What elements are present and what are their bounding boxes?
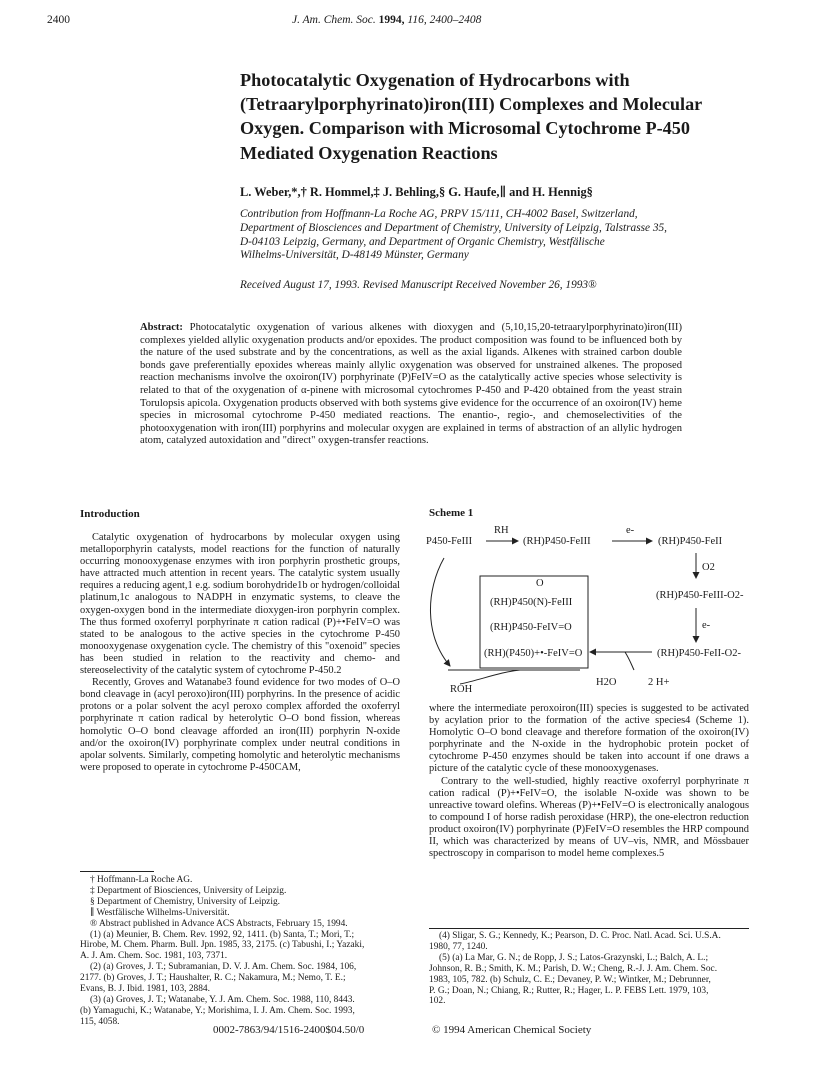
body-paragraph: where the intermediate peroxoiron(III) species is suggested to be activated by acylation prior to the formation of the active species4 (Scheme 1). Homolytic O–O bond cleavage and therefore formation of the oxoiron(IV) porphyrinate and the N-oxide in the hydrophobic protein pocket of cytochrome P-450 enzymes should be taken into account if one draws a picture of the catalytic cycle of these monooxygenases. [429,703,749,775]
scheme-e-minus-2: e- [702,620,711,631]
author-list: L. Weber,*,† R. Hommel,‡ J. Behling,§ G. Haufe,∥ and H. Hennig§ [240,185,593,199]
footnote: (4) Sligar, S. G.; Kennedy, K.; Pearson, D. C. Proc. Natl. Acad. Sci. U.S.A. [439,931,721,941]
right-column-body [429,703,749,860]
footnote: Evans, B. J. Ibid. 1981, 103, 2884. [80,984,210,995]
scheme-1-diagram [420,520,765,700]
title-line: Mediated Oxygenation Reactions [240,142,498,163]
footnote: P. G.; Doan, N.; Chiang, R.; Rutter, R.; Hager, L. P. FEBS Lett. 1979, 103, [429,985,709,996]
footnote: 2177. (b) Groves, J. T.; Haushalter, R. C.; Nakamura, M.; Nemo, T. E.; [80,973,346,984]
footnote: ® Abstract published in Advance ACS Abstracts, February 15, 1994. [90,918,348,929]
scheme-e-minus: e- [626,525,635,536]
received-dates: Received August 17, 1993. Revised Manuscript Received November 26, 1993® [240,279,597,291]
footnotes-right [429,931,721,1007]
footer-code: 0002-7863/94/1516-2400$04.50/0 [213,1024,365,1036]
scheme-fe2-o2: (RH)P450-FeII-O2- [657,648,741,659]
footnote-rule [429,928,749,929]
article-title [240,68,760,165]
title-line: (Tetraarylporphyrinato)iron(III) Complexes and Molecular [240,94,703,115]
abstract-label: Abstract: [140,322,183,333]
footnote: (5) (a) La Mar, G. N.; de Ropp, J. S.; Latos-Grazynski, L.; Balch, A. L.; [439,952,709,963]
scheme-o-atom: O [536,578,544,589]
journal-name: J. Am. Chem. Soc. [292,14,376,26]
affiliation-line: Wilhelms-Universität, D-48149 Münster, Germany [240,249,469,262]
journal-citation [292,14,481,26]
intro-paragraph: Catalytic oxygenation of hydrocarbons by molecular oxygen using metalloporphyrin catalysts, model reactions for the function of naturally occurring monooxygenase enzymes with iron porphyrin prosthetic groups, have attracted much attention in recent years. The catalytic system usually requires a reducing agent,1 e.g. sodium borohydride1b or hydrogen/colloidal platinum,1c analogous to NADPH in enzymatic systems, to cleave the oxygen-oxygen bond in the intermediate dioxygen-iron porphyrin complex. The thus formed oxoferryl porphyrinate π cation radical (P)+•FeIV=O was stated to be analogous to the active species in the cytochrome P-450 monooxygenase oxygenation cycle. The chemistry of this "oxenoid" species has been studied in relation to the reactivity and chemo- and stereoselectivity of the catalytic system of cytochrome P-450.2 [80,532,400,677]
footnote: ∥ Westfälische Wilhelms-Universität. [90,907,230,918]
footer-copyright: © 1994 American Chemical Society [432,1024,592,1036]
affiliations [240,208,780,263]
body-paragraph: Contrary to the well-studied, highly reactive oxoferryl porphyrinate π cation radical (P)+•FeIV=O, the isolable N-oxide was shown to be unreactive toward olefins. Whereas (P)+•FeIV=O is electronically analogous to compound I of horse radish peroxidase (HRP), the one-electron reduction product oxoiron(IV) porphyrinate (P)FeIV=O resembles the HRP compound II, which was characterized by means of UV–vis, NMR, and Mössbauer spectroscopy in comparison to model heme complexes.5 [429,775,749,860]
footnote: (b) Yamaguchi, K.; Watanabe, Y.; Morishima, I. J. Am. Chem. Soc. 1993, [80,1005,355,1016]
intro-paragraph: Recently, Groves and Watanabe3 found evidence for two modes of O–O bond cleavage in (acyl peroxo)iron(III) porphyrins. In the presence of acidic protons or a polar solvent the acyl peroxo complex afforded the oxoferryl porphyrinate π cation radical by heterolytic O–O bond fission, whereas homolytic O–O bond cleavage afforded an iron(III) porphyrin N-oxide and/or the oxoiron(IV) porphyrinate complex under neutral conditions in apolar solvents. Similarly, competing homolytic and heterolytic mechanisms were proposed to operate in cytochrome P-450CAM, [80,677,400,773]
footnote: Johnson, R. B.; Smith, K. M.; Parish, D. W.; Cheng, R.-J. J. Am. Chem. Soc. [429,963,718,974]
footnote: (2) (a) Groves, J. T.; Subramanian, D. V. J. Am. Chem. Soc. 1984, 106, [90,962,357,973]
scheme-box-radical: (RH)(P450)+•-FeIV=O [484,648,583,659]
footnote: A. J. Am. Chem. Soc. 1981, 103, 7371. [80,951,228,962]
abstract [140,322,682,448]
intro-body [80,532,400,774]
scheme-box-oxo: (RH)P450-FeIV=O [490,622,572,633]
scheme-h-plus: 2 H+ [648,677,670,688]
scheme-curved-arrow [430,558,450,666]
footnote: ‡ Department of Biosciences, University of Leipzig. [90,885,287,896]
section-heading-introduction: Introduction [80,508,140,520]
scheme-roh-branch [460,670,520,684]
footnote: 1980, 77, 1240. [429,941,488,952]
scheme-p450-fe3: P450-FeIII [426,536,473,547]
scheme-box-n-oxide: (RH)P450(N)-FeIII [490,597,573,608]
footnote: 115, 4058. [80,1016,120,1027]
title-line: Oxygen. Comparison with Microsomal Cytochrome P-450 [240,118,690,139]
journal-volume-pages: 116, 2400–2408 [407,14,482,26]
scheme-rh: RH [494,525,509,536]
footnote: Hirobe, M. Chem. Pharm. Bull. Jpn. 1985, 33, 2175. (c) Tabushi, I.; Yazaki, [80,940,365,951]
affiliation-line: Department of Biosciences and Department of Chemistry, University of Leipzig, Talstrasse 35, [240,221,667,234]
footnote: 1983, 105, 782. (b) Schulz, C. E.; Devaney, P. W.; Wintker, M.; Debrunner, [429,974,711,985]
footnote: 102. [429,996,446,1007]
scheme-roh: ROH [450,684,473,695]
affiliation-line: D-04103 Leipzig, Germany, and Department of Organic Chemistry, Westfälische [240,235,605,248]
scheme-label: Scheme 1 [429,507,474,519]
footnote: † Hoffmann-La Roche AG. [90,875,193,885]
scheme-h2o-branch [625,652,634,670]
footnote: § Department of Chemistry, University of Leipzig. [90,896,280,907]
footnote-rule [80,871,154,872]
title-line: Photocatalytic Oxygenation of Hydrocarbons with [240,70,630,90]
scheme-o2: O2 [702,562,715,573]
footnotes-left [80,875,364,1028]
scheme-rh-p450-fe3: (RH)P450-FeIII [523,536,591,547]
scheme-h2o: H2O [596,677,617,688]
affiliation-line: Contribution from Hoffmann-La Roche AG, PRPV 15/111, CH-4002 Basel, Switzerland, [240,208,638,220]
scheme-rh-p450-fe2: (RH)P450-FeII [658,536,723,547]
abstract-text: Photocatalytic oxygenation of various alkenes with dioxygen and (5,10,15,20-tetraarylporphyrinato)iron(III) complexes yielded allylic oxygenation products and/or epoxides. The product composition was found to be influenced both by the nature of the used substrate and by the concentrations, as well as the axial ligands. Alkenes with strained carbon double bonds gave preferentially epoxides whereas mainly allylic oxygenation was observed for unstrained alkenes. The proposed reaction mechanisms involve the oxoiron(IV) porphyrinate (P)FeIV=O as the catalytically active species whose selectivity is related to that of the oxygenation of α-pinene with microsomal cytochromes P-450 and P-420 obtained from the yeast strain Torulopsis apicola. Oxygenation products observed with both systems give evidence for the occurrence of an oxoiron(IV) heme species in microsomal cytochrome P-450 mediated reactions. The enantio-, regio-, and chemoselectivities of the photooxygenation with iron(III) porphyrins and molecular oxygen are explained in terms of abstraction of an allylic hydrogen atom, catalyzed autoxidation and "direct" oxygen-transfer reactions. [140,322,682,447]
scheme-fe3-o2: (RH)P450-FeIII-O2- [656,590,744,601]
footnote: (3) (a) Groves, J. T.; Watanabe, Y. J. Am. Chem. Soc. 1988, 110, 8443. [90,994,355,1005]
footnote: (1) (a) Meunier, B. Chem. Rev. 1992, 92, 1411. (b) Santa, T.; Mori, T.; [90,929,355,940]
page-number: 2400 [47,14,70,26]
journal-year: 1994, [378,14,405,26]
